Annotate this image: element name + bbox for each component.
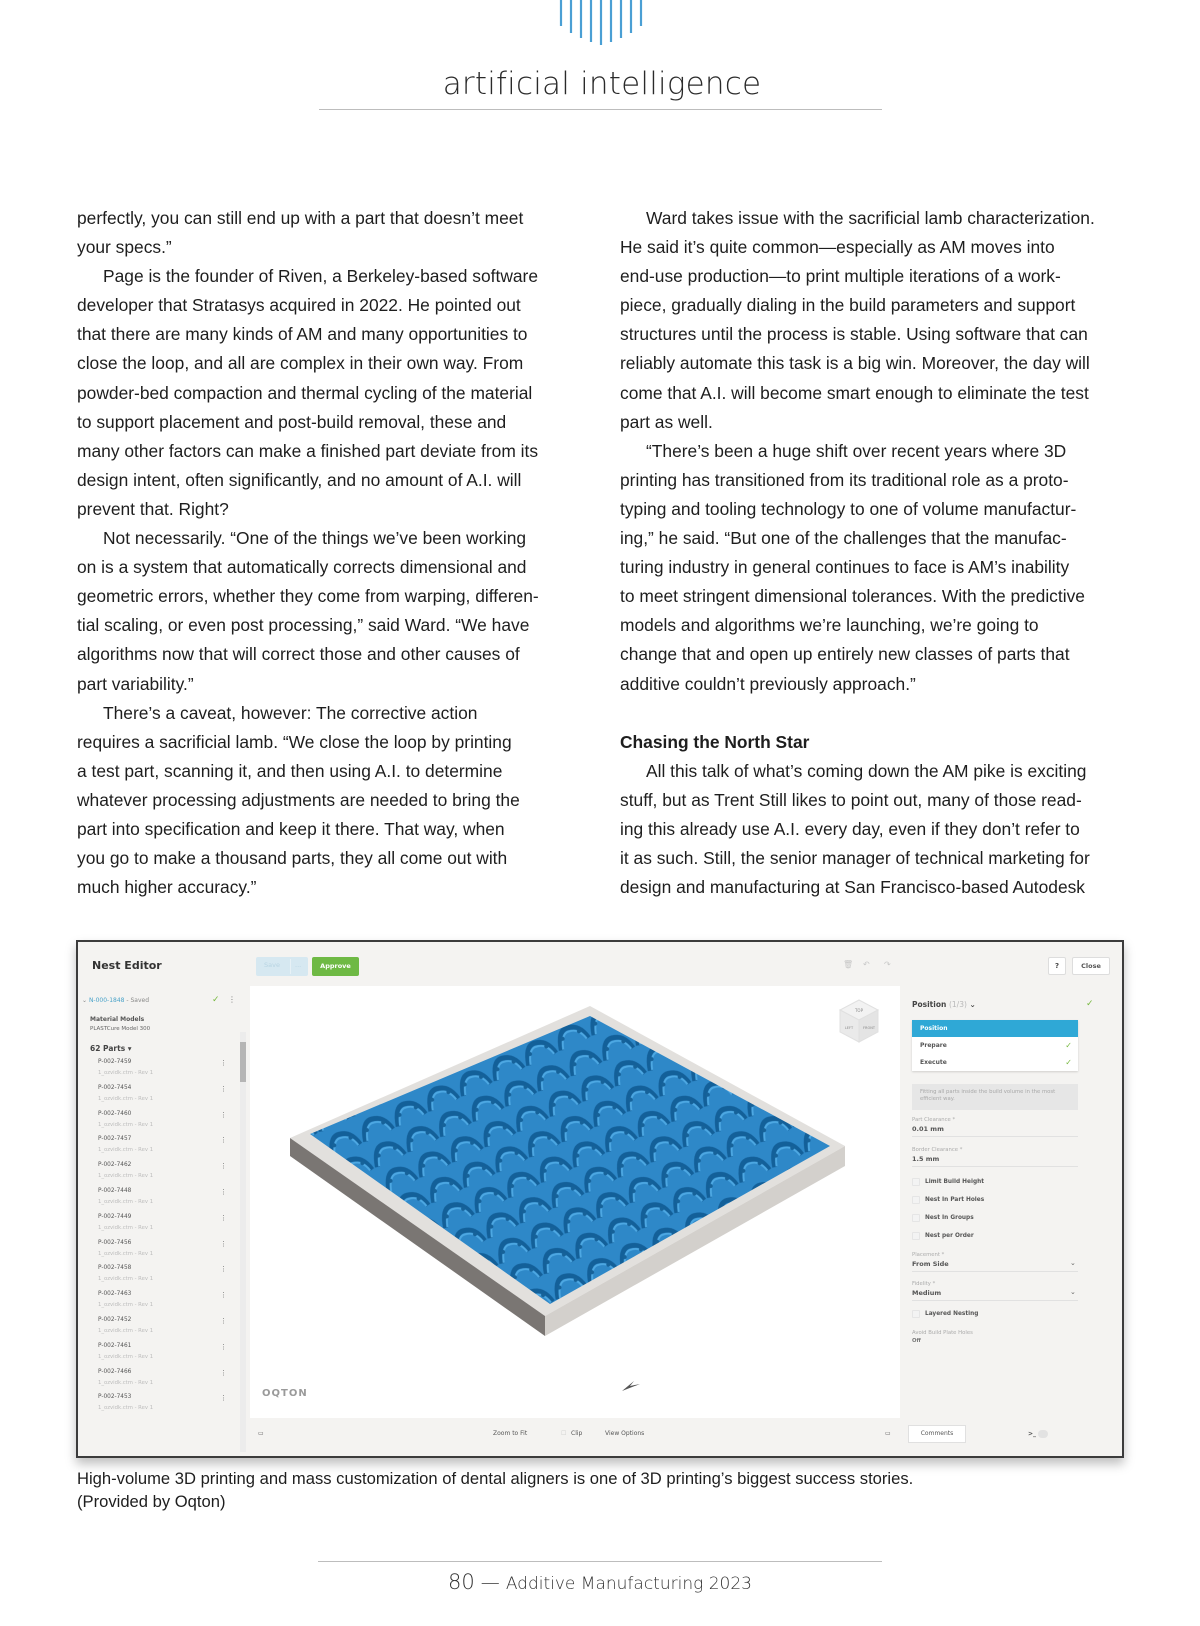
text-line: tial scaling, or even post processing,” said Ward. “We have: [77, 615, 530, 636]
chevron-down-icon: ⌄: [969, 1000, 976, 1009]
part-list-item[interactable]: [98, 1188, 228, 1214]
step-label: Execute: [920, 1059, 947, 1066]
save-label: Save: [264, 961, 280, 969]
part-id: P-002-7449: [98, 1213, 132, 1220]
text-line: “There’s been a huge shift over recent years where 3D: [646, 440, 1067, 461]
part-id: P-002-7453: [98, 1394, 132, 1401]
fidelity-label: Fidelity *: [912, 1281, 936, 1287]
option-checkbox[interactable]: [912, 1196, 920, 1204]
paragraph: [77, 204, 577, 262]
publication-name: Additive Manufacturing 2023: [505, 1574, 752, 1594]
text-line: perfectly, you can still end up with a part that doesn’t meet: [77, 208, 524, 228]
part-list-item[interactable]: [98, 1394, 228, 1420]
subheading: Chasing the North Star: [620, 731, 810, 752]
text-line: powder-bed compaction and thermal cycling of the material: [77, 382, 533, 403]
section-title: [0, 66, 1200, 102]
field-underline: [912, 1271, 1078, 1272]
kebab-menu-icon[interactable]: ⋮: [220, 1136, 227, 1145]
text-line: All this talk of what’s coming down the AM pike is exciting: [646, 760, 1087, 781]
comments-button[interactable]: Comments: [908, 1425, 966, 1443]
nest-status: - Saved: [124, 997, 149, 1004]
fidelity-select[interactable]: Medium: [912, 1289, 942, 1297]
layered-nesting-label: Layered Nesting: [925, 1311, 979, 1317]
part-id: P-002-7456: [98, 1239, 132, 1246]
kebab-menu-icon[interactable]: ⋮: [220, 1213, 227, 1222]
text-line: part variability.”: [77, 673, 194, 694]
part-file: 1_ozvidk.ctm - Rev 1: [98, 1095, 154, 1102]
part-id: P-002-7457: [98, 1136, 132, 1143]
part-file: 1_ozvidk.ctm - Rev 1: [98, 1302, 154, 1309]
kebab-menu-icon[interactable]: ⋮: [220, 1265, 227, 1274]
parts-sidebar: [78, 986, 248, 1416]
text-line: piece, gradually dialing in the build parameters and support: [620, 295, 1076, 316]
part-file: 1_ozvidk.ctm - Rev 1: [98, 1070, 154, 1076]
field-underline: [912, 1136, 1078, 1137]
scrollbar-thumb[interactable]: [240, 1042, 246, 1082]
text-line: prevent that. Right?: [77, 498, 229, 519]
kebab-menu-icon[interactable]: ⋮: [220, 1059, 227, 1067]
layered-nesting-checkbox[interactable]: [912, 1310, 920, 1318]
app-title: Nest Editor: [92, 959, 162, 972]
text-line: a test part, scanning it, and then using A.I. to determine: [77, 760, 503, 781]
redo-icon[interactable]: ↷: [884, 960, 891, 969]
save-button[interactable]: [256, 957, 308, 976]
text-line: design and manufacturing at San Francisco-based Autodesk: [620, 877, 1086, 898]
part-file: 1_ozvidk.ctm - Rev 1: [98, 1276, 154, 1283]
option-checkbox[interactable]: [912, 1232, 920, 1240]
part-id: P-002-7461: [98, 1342, 132, 1349]
caption-credit: (Provided by Oqton): [77, 1492, 226, 1511]
text-line: developer that Stratasys acquired in 2022. He pointed out: [77, 295, 521, 316]
part-id: P-002-7460: [98, 1110, 132, 1117]
axis-arrow-icon: [622, 1381, 640, 1391]
text-line: There’s a caveat, however: The corrective action: [103, 702, 478, 723]
paragraph: [77, 524, 577, 699]
part-file: 1_ozvidk.ctm - Rev 1: [98, 1173, 154, 1180]
console-badge: [1038, 1430, 1048, 1438]
nest-settings-panel: [904, 986, 1124, 1418]
clip-label[interactable]: Clip: [571, 1430, 583, 1437]
check-icon: ✓: [212, 995, 220, 1005]
approve-button[interactable]: Approve: [312, 957, 359, 976]
page-number: 80: [448, 1570, 475, 1594]
kebab-menu-icon[interactable]: ⋮: [220, 1162, 227, 1171]
undo-icon[interactable]: ↶: [863, 960, 870, 969]
text-line: much higher accuracy.”: [77, 877, 257, 898]
part-file: 1_ozvidk.ctm - Rev 1: [98, 1121, 154, 1128]
panel-toggle-icon[interactable]: ▭: [258, 1430, 264, 1437]
panel-toggle-icon[interactable]: ▭: [885, 1430, 891, 1437]
part-id: P-002-7458: [98, 1265, 132, 1272]
text-line: algorithms now that will correct those and other causes of: [77, 644, 520, 665]
text-line: you go to make a thousand parts, they all come out with: [77, 848, 508, 869]
part-list-item[interactable]: [98, 1291, 228, 1317]
text-line: turing industry in general continues to face is AM’s inability: [620, 557, 1070, 578]
text-line: close the loop, and all are complex in their own way. From: [77, 353, 524, 374]
part-list-item[interactable]: [98, 1111, 228, 1137]
close-button[interactable]: Close: [1072, 957, 1110, 975]
part-id: P-002-7448: [98, 1187, 132, 1194]
kebab-menu-icon[interactable]: ⋮: [220, 1394, 227, 1403]
oqton-watermark: OQTON: [262, 1388, 308, 1399]
text-line: come that A.I. will become smart enough to eliminate the test: [620, 382, 1089, 403]
part-file: 1_ozvidk.ctm - Rev 1: [98, 1147, 154, 1154]
placement-label: Placement *: [912, 1252, 945, 1258]
text-line: design intent, often significantly, and no amount of A.I. will: [77, 469, 522, 490]
text-line: models and algorithms we’re launching, we’re going to: [620, 615, 1039, 636]
option-label: Limit Build Height: [925, 1179, 985, 1185]
parts-list: [98, 1059, 228, 1420]
part-list-item[interactable]: [98, 1343, 228, 1369]
text-line: ing this already use A.I. every day, even if they don’t refer to: [620, 818, 1080, 839]
figure-caption: [77, 1467, 1137, 1513]
chevron-down-icon[interactable]: ⌄: [1070, 1288, 1076, 1296]
info-box: Fitting all parts inside the build volume in the most efficient way.: [912, 1084, 1078, 1110]
part-list-item[interactable]: [98, 1085, 228, 1111]
field-underline: [912, 1300, 1078, 1301]
text-line: printing has transitioned from its traditional role as a proto-: [620, 469, 1069, 490]
step-item-position[interactable]: [912, 1020, 1078, 1037]
console-icon: >_: [1028, 1430, 1037, 1438]
option-checkbox[interactable]: [912, 1178, 920, 1186]
paragraph: [620, 437, 1125, 699]
help-button[interactable]: ?: [1048, 957, 1066, 975]
caption-line: High-volume 3D printing and mass customization of dental aligners is one of 3D printing’s biggest success stories.: [77, 1469, 914, 1488]
text-line: end-use production—to print multiple iterations of a work-: [620, 266, 1061, 287]
nest-id-link[interactable]: N-000-1848: [88, 997, 125, 1004]
part-file: 1_ozvidk.ctm - Rev 1: [98, 1405, 154, 1412]
check-icon: ✓: [1086, 999, 1094, 1009]
view-options-button[interactable]: View Options: [605, 1430, 645, 1437]
footer-dash: —: [480, 1572, 500, 1594]
kebab-menu-icon[interactable]: ⋮: [220, 1110, 227, 1119]
border-clearance-input[interactable]: 1.5 mm: [912, 1155, 940, 1163]
paragraph: [77, 699, 577, 903]
part-list-item[interactable]: [98, 1317, 228, 1343]
material-value: PLASTCure Model 300: [90, 1026, 151, 1032]
steps-menu: [912, 1020, 1078, 1071]
text-line: many other factors can make a finished part deviate from its: [77, 440, 539, 461]
step-item-execute[interactable]: [912, 1054, 1078, 1071]
zoom-to-fit-button[interactable]: Zoom to Fit: [493, 1430, 528, 1437]
step-count: (1/3): [948, 1000, 967, 1009]
3d-viewport[interactable]: [250, 986, 900, 1418]
text-line: typing and tooling technology to one of volume manufactur-: [620, 498, 1077, 519]
check-icon: ✓: [1065, 1041, 1072, 1050]
part-id: P-002-7463: [98, 1291, 132, 1298]
parts-dropdown[interactable]: 62 Parts ▾: [90, 1044, 132, 1053]
option-label: Nest In Groups: [925, 1215, 974, 1221]
part-file: 1_ozvidk.ctm - Rev 1: [98, 1198, 154, 1205]
part-file: 1_ozvidk.ctm - Rev 1: [98, 1224, 154, 1231]
text-line: part into specification and keep it there. That way, when: [77, 818, 505, 839]
text-line: whatever processing adjustments are needed to bring the: [77, 789, 520, 810]
kebab-menu-icon[interactable]: ⋮: [220, 1239, 227, 1248]
text-line: to meet stringent dimensional tolerances. With the predictive: [620, 586, 1085, 607]
step-label: Position: [920, 1025, 948, 1032]
text-line: requires a sacrificial lamb. “We close the loop by printing: [77, 731, 512, 752]
part-list-item[interactable]: [98, 1369, 228, 1395]
option-label: Nest per Order: [925, 1233, 974, 1239]
text-line: that there are many kinds of AM and many opportunities to: [77, 324, 528, 345]
kebab-menu-icon[interactable]: ⋮: [220, 1316, 227, 1325]
part-clearance-label: Part Clearance *: [912, 1117, 956, 1123]
footer-divider: [318, 1561, 882, 1562]
material-heading: Material Models: [90, 1016, 145, 1023]
avoid-holes-label: Avoid Build Plate Holes: [912, 1330, 973, 1336]
text-line: stuff, but as Trent Still likes to point out, many of those read-: [620, 789, 1082, 810]
part-id: P-002-7452: [98, 1316, 132, 1323]
text-line: to support placement and post-build removal, these and: [77, 411, 507, 432]
part-file: 1_ozvidk.ctm - Rev 1: [98, 1353, 154, 1360]
text-line: your specs.”: [77, 237, 172, 258]
step-item-prepare[interactable]: [912, 1037, 1078, 1054]
part-id: P-002-7459: [98, 1059, 132, 1065]
article-left-column: [77, 204, 577, 902]
part-id: P-002-7466: [98, 1368, 132, 1375]
avoid-holes-value[interactable]: Off: [912, 1338, 921, 1344]
section-title-text: artificial intelligence: [442, 66, 762, 102]
kebab-menu-icon[interactable]: ⋮: [220, 1368, 227, 1377]
part-file: 1_ozvidk.ctm - Rev 1: [98, 1327, 154, 1334]
nest-header[interactable]: [82, 997, 149, 1004]
option-checkbox[interactable]: [912, 1214, 920, 1222]
paragraph: [77, 262, 577, 524]
clip-checkbox[interactable]: ☐: [561, 1430, 567, 1437]
text-line: Not necessarily. “One of the things we’ve been working: [103, 528, 527, 549]
svg-text:TOP: TOP: [854, 1008, 864, 1013]
save-more-button[interactable]: ...: [295, 961, 302, 969]
part-clearance-input[interactable]: 0.01 mm: [912, 1125, 944, 1133]
part-file: 1_ozvidk.ctm - Rev 1: [98, 1379, 154, 1386]
figure-screenshot: [76, 940, 1124, 1458]
text-line: Page is the founder of Riven, a Berkeley-based software: [103, 266, 539, 287]
check-icon: ✓: [1065, 1058, 1072, 1067]
text-line: on is a system that automatically corrects dimensional and: [77, 557, 527, 578]
field-underline: [912, 1166, 1078, 1167]
part-id: P-002-7462: [98, 1162, 132, 1169]
step-dropdown[interactable]: [912, 1000, 976, 1009]
text-line: it as such. Still, the senior manager of technical marketing for: [620, 847, 1090, 868]
text-line: structures until the process is stable. Using software that can: [620, 324, 1088, 345]
part-list-item[interactable]: [98, 1240, 228, 1266]
text-line: part as well.: [620, 411, 713, 432]
kebab-menu-icon[interactable]: ⋮: [220, 1342, 227, 1351]
viewcube-icon[interactable]: [838, 998, 880, 1044]
placement-select[interactable]: From Side: [912, 1260, 949, 1268]
paragraph: [620, 757, 1125, 902]
console-button[interactable]: [1028, 1430, 1048, 1438]
text-line: change that and open up entirely new classes of parts that: [620, 644, 1070, 665]
section-logo-icon: [559, 0, 645, 46]
part-list-item[interactable]: [98, 1059, 228, 1085]
kebab-menu-icon[interactable]: ⋮: [220, 1084, 227, 1093]
svg-text:LEFT: LEFT: [844, 1026, 854, 1030]
dental-aligners: [310, 1016, 830, 1304]
part-id: P-002-7454: [98, 1084, 132, 1091]
text-line: reliably automate this task is a big win. Moreover, the day will: [620, 353, 1090, 374]
option-label: Nest In Part Holes: [925, 1197, 985, 1203]
build-plate-render: [250, 986, 900, 1418]
border-clearance-label: Border Clearance *: [912, 1147, 963, 1153]
collapse-chevron-icon[interactable]: ⌄: [82, 997, 89, 1004]
part-list-item[interactable]: [98, 1162, 228, 1188]
paragraph: [620, 204, 1125, 437]
viewport-bottom-bar: [248, 1422, 1124, 1448]
save-separator: [290, 959, 291, 974]
page-footer: [0, 1570, 1200, 1594]
panel-title: Position: [912, 1000, 947, 1009]
text-line: additive couldn’t previously approach.”: [620, 673, 916, 694]
part-list-item[interactable]: [98, 1265, 228, 1291]
text-line: geometric errors, whether they come from warping, differen-: [77, 586, 539, 607]
trash-icon[interactable]: 🗑: [843, 960, 854, 969]
step-label: Prepare: [920, 1042, 947, 1049]
kebab-menu-icon[interactable]: ⋮: [220, 1187, 227, 1196]
kebab-menu-icon[interactable]: ⋮: [228, 995, 236, 1004]
text-line: Ward takes issue with the sacrificial lamb characterization.: [646, 208, 1095, 228]
text-line: ing,” he said. “But one of the challenges that the manufac-: [620, 528, 1067, 549]
part-list-item[interactable]: [98, 1136, 228, 1162]
part-file: 1_ozvidk.ctm - Rev 1: [98, 1250, 154, 1257]
svg-text:FRONT: FRONT: [863, 1026, 875, 1030]
text-line: He said it’s quite common—especially as AM moves into: [620, 237, 1055, 258]
sidebar-scrollbar[interactable]: [240, 1032, 246, 1452]
part-list-item[interactable]: [98, 1214, 228, 1240]
article-right-column: [620, 204, 1125, 902]
kebab-menu-icon[interactable]: ⋮: [220, 1291, 227, 1300]
header-divider: [319, 109, 882, 110]
chevron-down-icon[interactable]: ⌄: [1070, 1259, 1076, 1267]
